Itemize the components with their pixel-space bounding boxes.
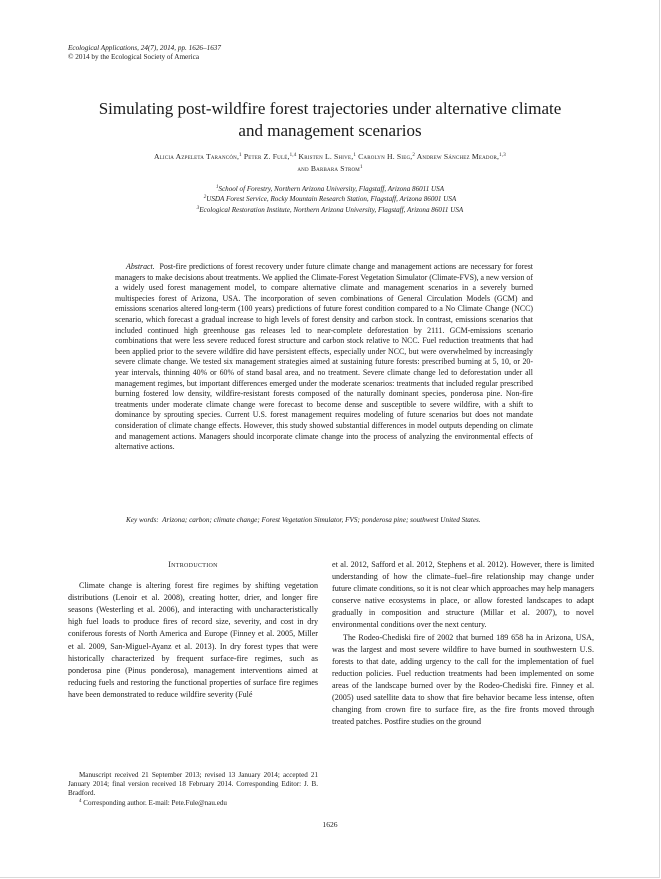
author-list — [58, 151, 602, 175]
manuscript-footnote: Manuscript received 21 September 2013; revised 13 January 2014; accepted 21 January 2014; final version received 18 February 2014. Corresponding Editor: J. B. Bradford. — [68, 771, 318, 798]
author-affiliation-mark: 1,4 — [289, 153, 297, 158]
affiliation-mark: 2 — [203, 195, 207, 201]
left-column — [68, 559, 318, 701]
journal-citation — [68, 44, 221, 61]
author-affiliation-mark: 2 — [412, 153, 416, 158]
abstract-text: Post-fire predictions of forest recovery under future climate change and management actions are necessary for forest managers to make decisions about treatments. We applied the Climate-Forest Vegetation Simulator (Climate-FVS), a new version of a widely used forest management model, to compare alternative climate and management scenarios in a severely burned multispecies forest of Arizona, USA. The incorporation of seven combinations of General Circulation Models (GCM) and emissions scenarios altered long-term (100 years) predictions of future forest condition compared to a No Climate Change (NCC) scenario, which forecast a gradual increase to high levels of forest density and carbon stock. In contrast, emissions scenarios that included continued high greenhouse gas releases led to near-complete deforestation by 2111. GCM-emissions scenario combinations that were less severe reduced forest structure and carbon stock relative to NCC. Fuel reduction treatments that had been applied prior to the severe wildfire did have persistent effects, especially under NCC, but were overwhelmed by increasingly severe climate change. We tested six management strategies aimed at sustaining future forests: prescribed burning at 5, 10, or 20-year intervals, thinning 40% or 60% of stand basal area, and no treatment. Severe climate change led to deforestation under all management regimes, but important differences emerged under the moderate scenarios: treatments that included regular prescribed burning fostered low density, wildfire-resistant forests composed of the naturally dominant species, ponderosa pine. Non-fire treatments under moderate climate change were forecast to become dense and susceptible to severe wildfire, with a shift to dominance by sprouting species. Current U.S. forest management requires modeling of future scenarios but does not mandate consideration of climate change effects. However, this study showed substantial differences in model outputs depending on climate and management actions. Managers should incorporate climate change into the process of analyzing the environmental effects of alternative actions. — [115, 262, 533, 452]
body-paragraph: Climate change is altering forest fire regimes by shifting vegetation distributions (Lenoir et al. 2008), creating hotter, drier, and longer fire seasons (Westerling et al. 2006), and interacting with uncharacteristically high fuel loads to produce fires of record size, severity, and cost in dry coniferous forests of North America and Europe (Finney et al. 2005, Miller et al. 2009, San-Miguel-Ayanz et al. 2013). In dry forest types that were historically characterized by frequent surface-fire regimes, such as ponderosa pine (Pinus ponderosa), management interventions aimed at reducing fuels and restoring the functional properties of surface fire regimes have been demonstrated to reduce wildfire severity (Fulé — [68, 581, 318, 699]
paper-title — [60, 98, 600, 142]
abstract-label: Abstract. — [126, 262, 155, 271]
author-affiliation-mark: 1 — [353, 153, 357, 158]
page-number: 1626 — [322, 820, 338, 829]
author-name: Barbara Strom — [310, 164, 360, 173]
corresponding-text: Corresponding author. E-mail: Pete.Fule@nau.edu — [83, 798, 227, 807]
author-name: Andrew Sánchez Meador, — [416, 152, 500, 161]
affiliation-mark: 1 — [215, 185, 219, 190]
footnote-mark: 4 — [79, 798, 82, 804]
keywords-text: Arizona; carbon; climate change; Forest Vegetation Simulator, FVS; ponderosa pine; southwest United States. — [162, 516, 481, 524]
affiliation — [80, 205, 580, 215]
footnotes — [68, 771, 318, 808]
author-affiliation-mark: 1,3 — [499, 153, 506, 158]
author-name: Carolyn H. Sieg, — [358, 152, 413, 161]
author-name: Kristen L. Shive, — [298, 152, 354, 161]
journal-citation-line: Ecological Applications, 24(7), 2014, pp. 1626–1637 — [68, 44, 221, 52]
keywords — [115, 515, 533, 525]
copyright-line: © 2014 by the Ecological Society of America — [68, 52, 200, 61]
section-heading: Introduction — [168, 560, 218, 569]
title-line-1: Simulating post-wildfire forest trajectories under alternative climate — [98, 99, 562, 118]
author-name: Peter Z. Fulé, — [243, 152, 290, 161]
keywords-label: Key words: — [126, 516, 159, 524]
corresponding-footnote — [68, 799, 318, 808]
author-name: Alicia Azpeleta Tarancón, — [153, 152, 240, 161]
body-paragraph: The Rodeo-Chediski fire of 2002 that burned 189 658 ha in Arizona, USA, was the largest and most severe wildfire to have burned in southwestern U.S. forests to that date, adding urgency to the call for the implementation of fuel reduction policies. Fuel reduction treatments had been implemented on some areas of the landscape burned over by the Rodeo-Chediski fire. Finney et al. (2005) used satellite data to show that fire behavior became less intense, often changing from crown fire to surface fire, as the fire fronts moved through treated patches. Postfire studies on the ground — [332, 632, 594, 727]
body-paragraph: et al. 2012, Safford et al. 2012, Stephens et al. 2012). However, there is limited understanding of how the climate–fuel–fire relationship may change under future climate conditions, so it is not clear which approaches may help managers conserve native ecosystems in place, or allow forested landscapes to adapt gradually in composition and structure (Millar et al. 2007), to novel environmental conditions over the next century. — [332, 560, 594, 630]
affiliation-mark: 3 — [196, 205, 200, 211]
affiliation-text: School of Forestry, Northern Arizona University, Flagstaff, Arizona 86011 USA — [218, 185, 445, 193]
author-line-1 — [58, 151, 602, 163]
author-conjunction: and — [297, 164, 309, 173]
author-affiliation-mark: 1 — [359, 165, 363, 170]
affiliation-list — [80, 184, 580, 215]
affiliation-text: Ecological Restoration Institute, Northern Arizona University, Flagstaff, Arizona 86011 USA — [199, 205, 464, 214]
affiliation-text: USDA Forest Service, Rocky Mountain Research Station, Flagstaff, Arizona 86001 USA — [206, 195, 457, 204]
abstract — [115, 262, 533, 453]
author-affiliation-mark: 1 — [239, 153, 242, 158]
right-column — [332, 559, 594, 728]
affiliation — [80, 184, 580, 194]
title-line-2: and management scenarios — [238, 121, 422, 140]
affiliation — [80, 194, 580, 204]
author-line-2 — [58, 163, 602, 175]
